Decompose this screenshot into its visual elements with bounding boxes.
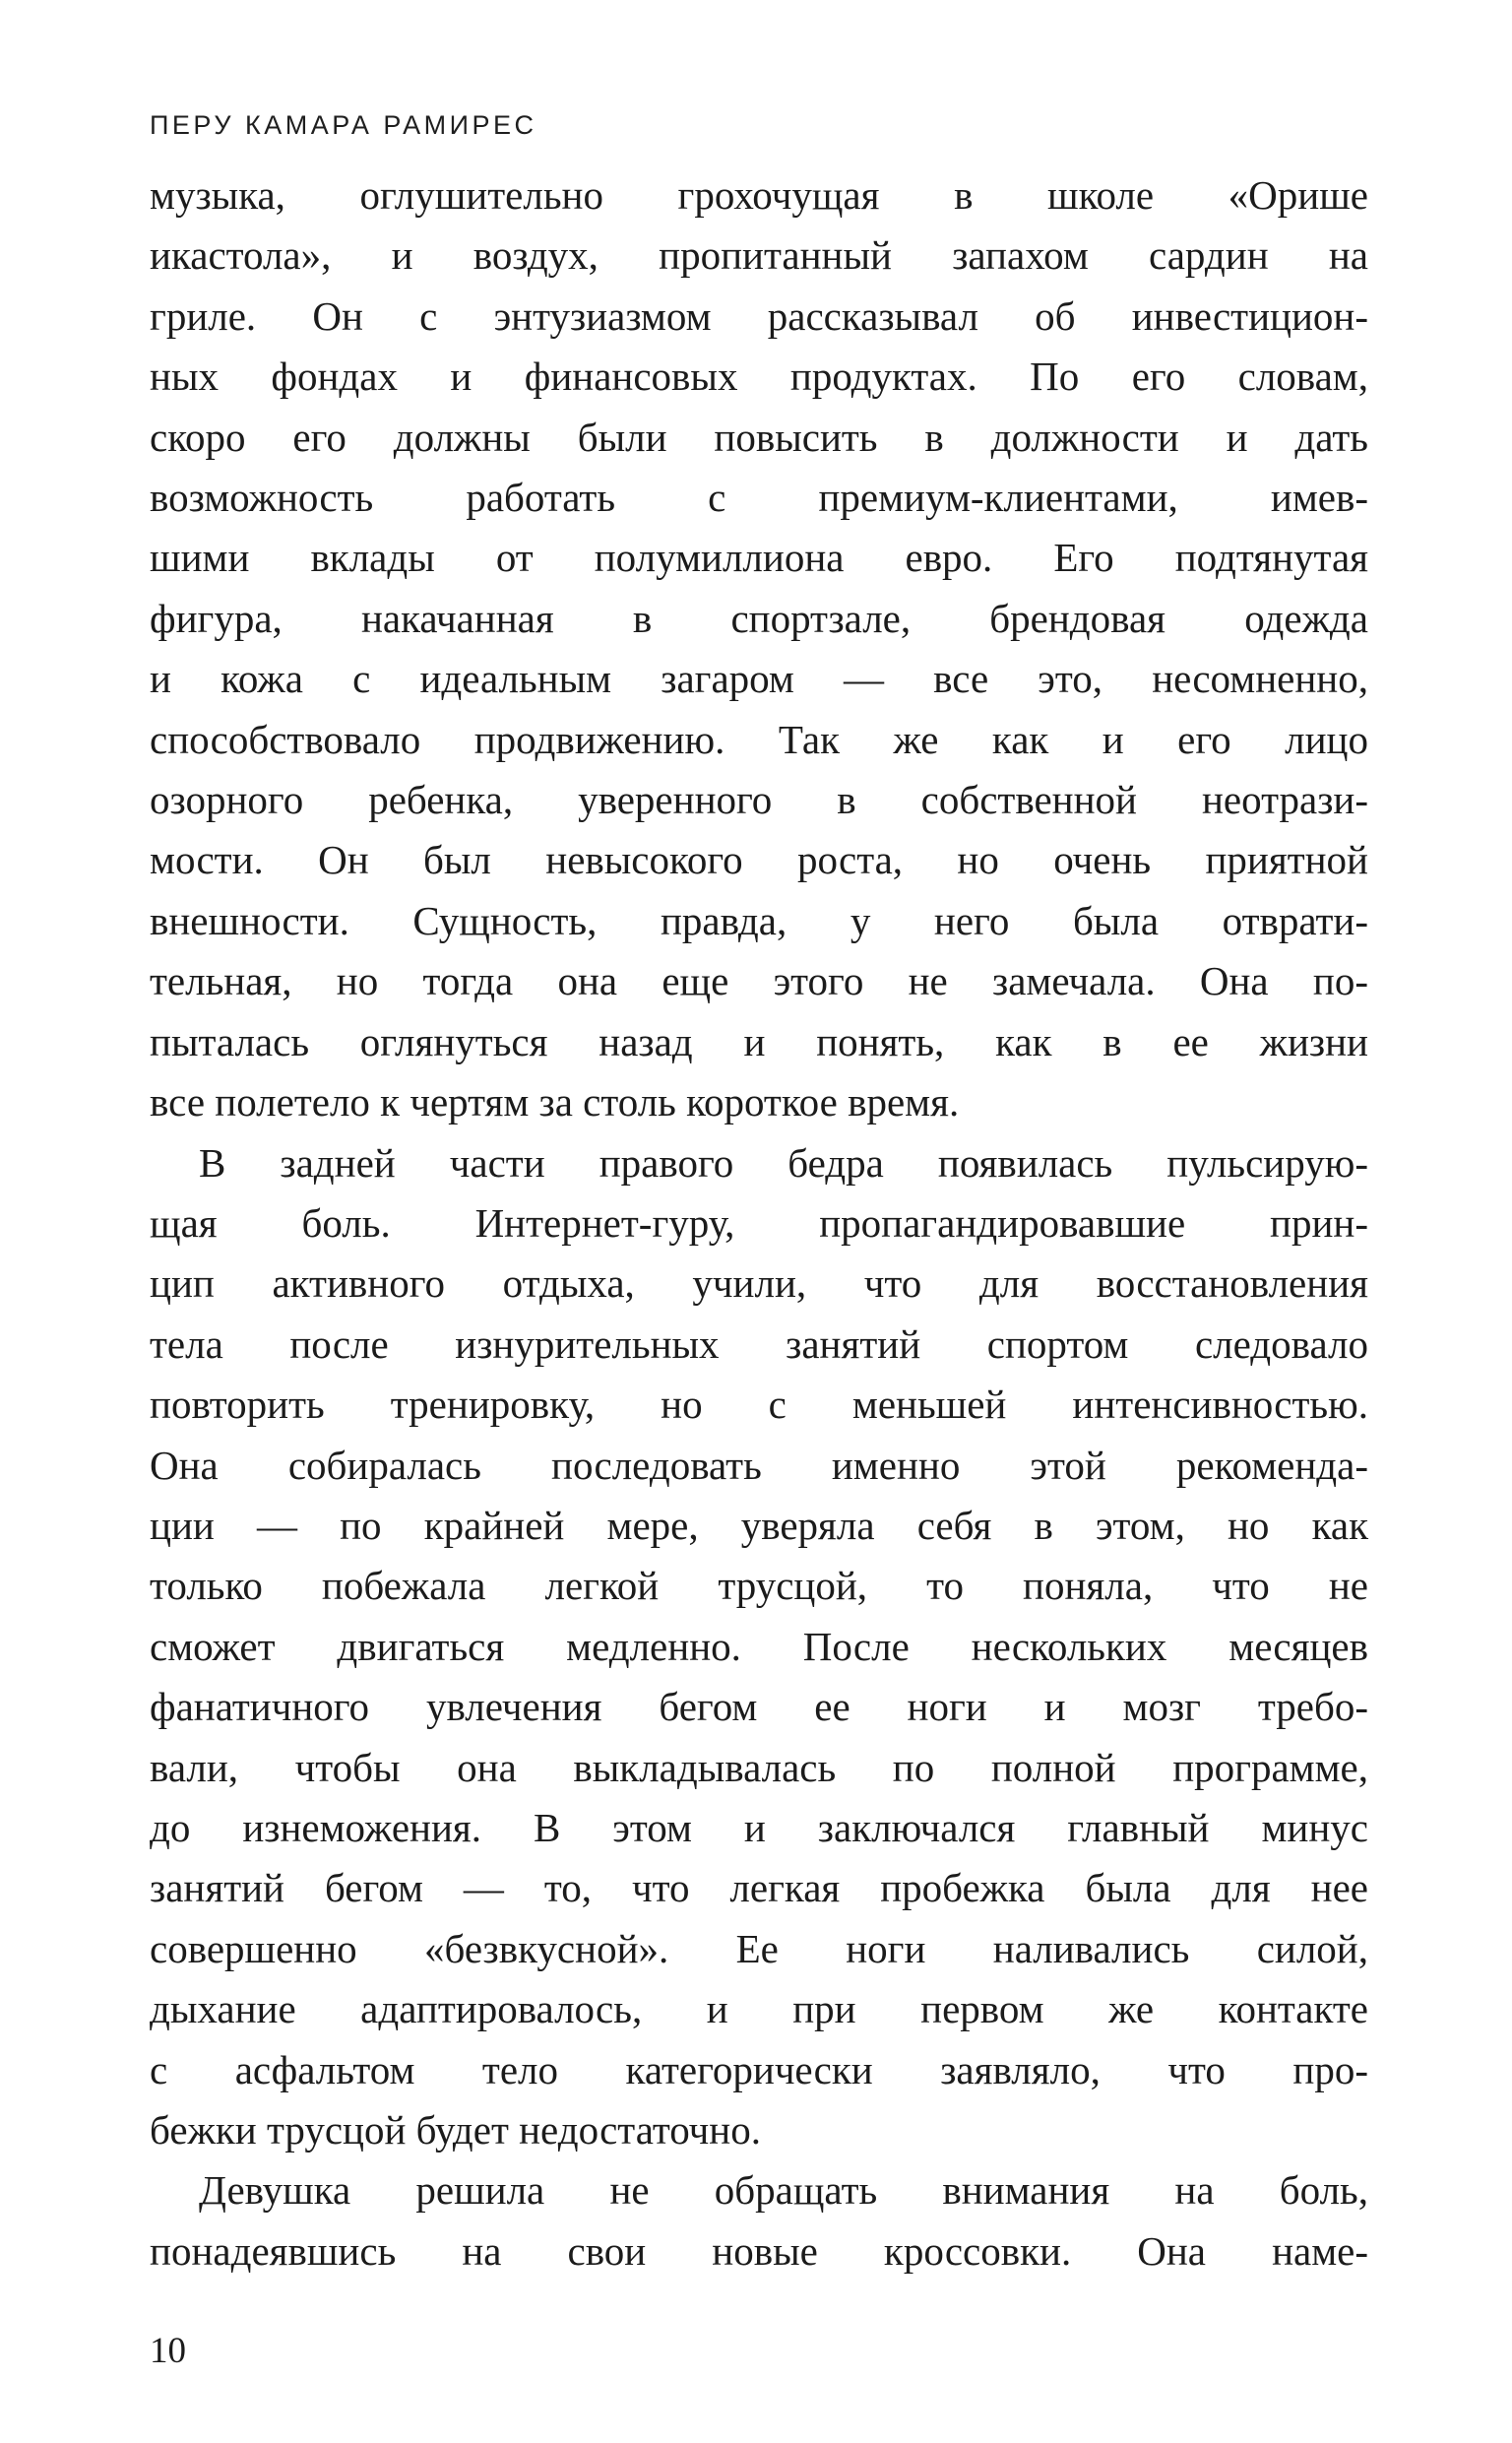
text-line: щая боль. Интернет-гуру, пропагандировавшие прин- [150,1199,1368,1246]
text-line: В задней части правого бедра появилась пульсирую- [199,1139,1368,1186]
text-line: способствовало продвижению. Так же как и его лицо [150,716,1368,762]
text-line: пыталась оглянуться назад и понять, как в ее жизни [150,1018,1368,1064]
text-line: фанатичного увлечения бегом ее ноги и мозг требо- [150,1684,1368,1730]
text-line: ных фондах и финансовых продуктах. По его словам, [150,354,1368,400]
text-line: тельная, но тогда она еще этого не замечала. Она по- [150,958,1368,1004]
text-line: тела после изнурительных занятий спортом следовало [150,1320,1368,1367]
text-line: с асфальтом тело категорически заявляло, что про- [150,2046,1368,2092]
text-line: бежки трусцой будет недостаточно. [150,2107,761,2153]
page-number: 10 [150,2331,186,2371]
text-line: совершенно «безвкусной». Ее ноги наливались силой, [150,1925,1368,1971]
text-line: цип активного отдыха, учили, что для восстановления [150,1260,1368,1307]
text-line: дыхание адаптировалось, и при первом же контакте [150,1986,1368,2032]
text-line: шими вклады от полумиллиона евро. Его подтянутая [150,535,1368,581]
text-line: озорного ребенка, уверенного в собственной неотрази- [150,777,1368,823]
text-line: ции — по крайней мере, уверяла себя в этом, но как [150,1502,1368,1548]
text-line: Она собиралась последовать именно этой рекоменда- [150,1442,1368,1488]
body-text [150,165,1368,2282]
text-line: возможность работать с премиум-клиентами, имев- [150,475,1368,521]
text-line: и кожа с идеальным загаром — все это, несомненно, [150,656,1368,702]
running-header: ПЕРУ КАМАРА РАМИРЕС [150,110,537,140]
text-line: гриле. Он с энтузиазмом рассказывал об инвестицион- [150,292,1368,339]
text-line: все полетело к чертям за столь короткое время. [150,1079,960,1125]
text-line: Девушка решила не обращать внимания на боль, [199,2167,1368,2214]
text-line: сможет двигаться медленно. После нескольких месяцев [150,1623,1368,1669]
text-line: до изнеможения. В этом и заключался главный минус [150,1804,1368,1850]
text-line: вали, чтобы она выкладывалась по полной программе, [150,1744,1368,1790]
text-line: икастола», и воздух, пропитанный запахом сардин на [150,232,1368,279]
text-line: только побежала легкой трусцой, то поняла, что не [150,1563,1368,1609]
text-line: понадеявшись на свои новые кроссовки. Она наме- [150,2227,1368,2274]
text-line: мости. Он был невысокого роста, но очень приятной [150,837,1368,883]
text-line: музыка, оглушительно грохочущая в школе «Орише [150,172,1368,218]
text-line: повторить тренировку, но с меньшей интенсивностью. [150,1382,1368,1428]
text-line: занятий бегом — то, что легкая пробежка была для нее [150,1865,1368,1911]
text-line: скоро его должны были повысить в должности и дать [150,414,1368,460]
text-line: внешности. Сущность, правда, у него была отврати- [150,897,1368,943]
text-line: фигура, накачанная в спортзале, брендовая одежда [150,595,1368,641]
